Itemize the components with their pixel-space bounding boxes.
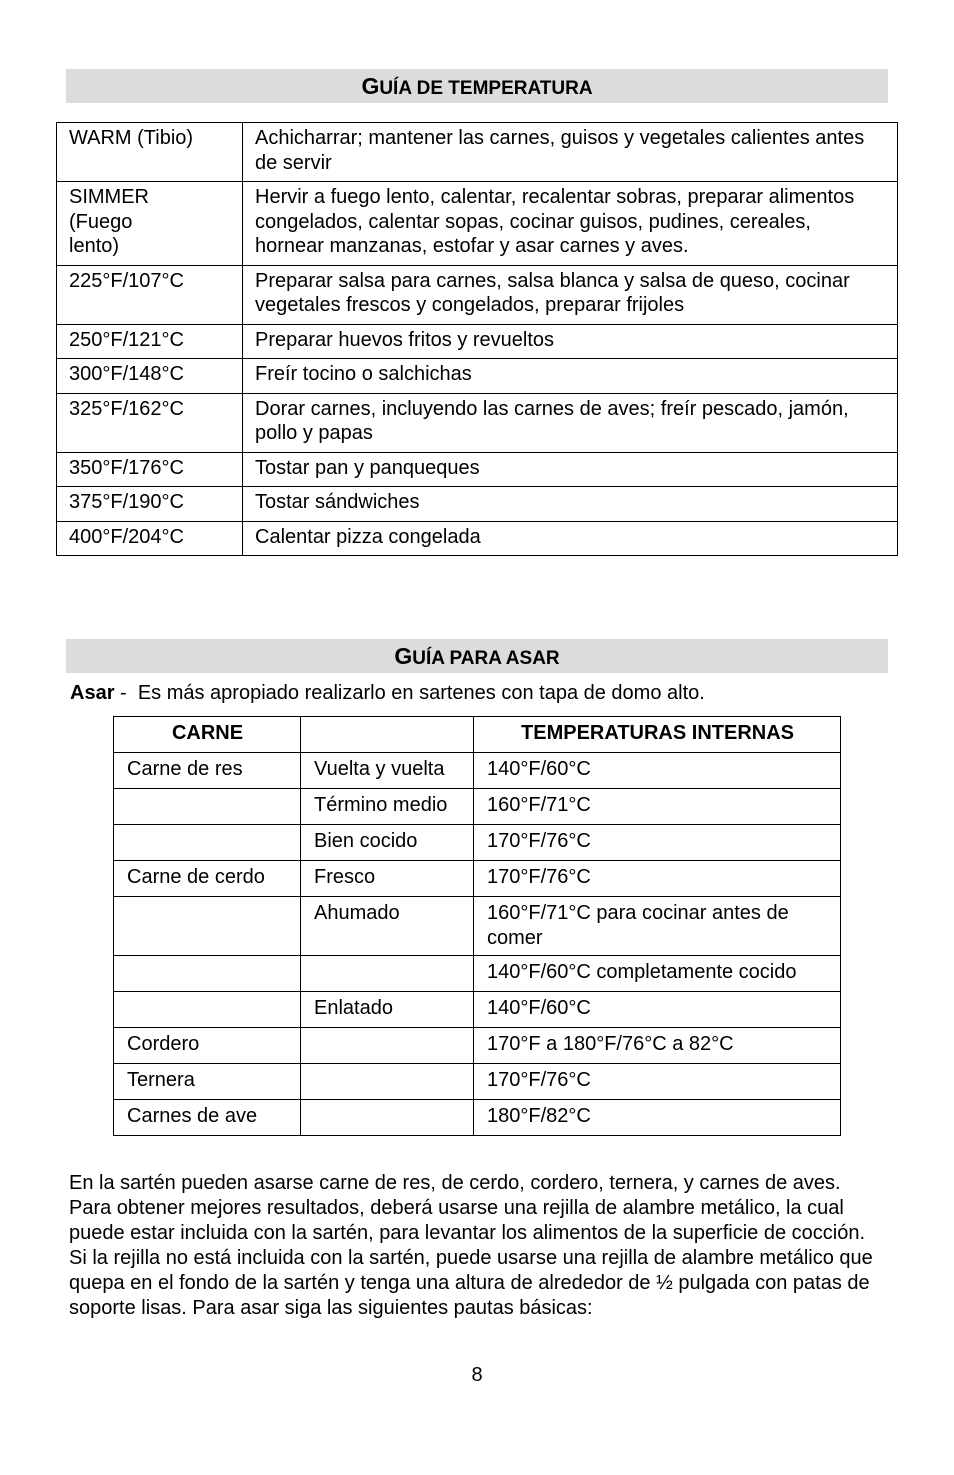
use-cell: Calentar pizza congelada [243, 521, 898, 556]
meat-cell: Cordero [114, 1028, 301, 1064]
table-row [57, 265, 898, 324]
table-row [114, 992, 841, 1028]
use-cell: Tostar sándwiches [243, 487, 898, 522]
meat-cell: Carnes de ave [114, 1100, 301, 1136]
table-row [57, 487, 898, 522]
table-row [57, 359, 898, 394]
meat-cell: Carne de res [114, 753, 301, 789]
table-row [114, 1028, 841, 1064]
title-rest: UÍA DE TEMPERATURA [379, 78, 593, 99]
title-rest: UÍA PARA ASAR [412, 648, 560, 669]
temperature-cell: 170°F/76°C [474, 861, 841, 897]
setting-cell: 250°F/121°C [57, 324, 243, 359]
setting-cell: 325°F/162°C [57, 393, 243, 452]
doneness-cell: Fresco [301, 861, 474, 897]
temperature-cell: 160°F/71°C [474, 789, 841, 825]
table-row [114, 956, 841, 992]
meat-cell [114, 789, 301, 825]
use-cell: Dorar carnes, incluyendo las carnes de aves; freír pescado, jamón, pollo y papas [243, 393, 898, 452]
setting-cell: 375°F/190°C [57, 487, 243, 522]
temperature-cell: 170°F/76°C [474, 825, 841, 861]
use-cell: Preparar salsa para carnes, salsa blanca y salsa de queso, cocinar vegetales frescos y congelados, preparar frijoles [243, 265, 898, 324]
table-row [57, 521, 898, 556]
temperature-cell: 140°F/60°C [474, 753, 841, 789]
title-initial: G [361, 73, 380, 99]
temperature-cell: 170°F a 180°F/76°C a 82°C [474, 1028, 841, 1064]
intro-text: - Es más apropiado realizarlo en sartenes con tapa de domo alto. [114, 682, 705, 704]
table-header-row [114, 717, 841, 753]
meat-cell [114, 992, 301, 1028]
setting-cell: 350°F/176°C [57, 452, 243, 487]
roasting-guide-title [66, 639, 888, 673]
doneness-cell: Ahumado [301, 897, 474, 956]
use-cell: Tostar pan y panqueques [243, 452, 898, 487]
use-cell: Hervir a fuego lento, calentar, recalentar sobras, preparar alimentos congelados, calentar sopas, cocinar guisos, pudines, cereales, hornear manzanas, estofar y asar carnes y aves. [243, 182, 898, 266]
meat-cell [114, 897, 301, 956]
doneness-cell: Enlatado [301, 992, 474, 1028]
setting-cell: 300°F/148°C [57, 359, 243, 394]
setting-cell: 225°F/107°C [57, 265, 243, 324]
doneness-cell [301, 1100, 474, 1136]
use-cell: Achicharrar; mantener las carnes, guisos y vegetales calientes antes de servir [243, 123, 898, 182]
title-initial: G [394, 643, 413, 669]
temperature-cell: 170°F/76°C [474, 1064, 841, 1100]
table-row [114, 897, 841, 956]
table-row [57, 324, 898, 359]
doneness-cell [301, 1028, 474, 1064]
meat-cell [114, 956, 301, 992]
doneness-cell [301, 1064, 474, 1100]
header-internal-temp: TEMPERATURAS INTERNAS [474, 717, 841, 753]
table-row [57, 452, 898, 487]
doneness-cell: Bien cocido [301, 825, 474, 861]
roasting-paragraph: En la sartén pueden asarse carne de res, de cerdo, cordero, ternera, y carnes de aves. Para obtener mejores resultados, deberá usarse una rejilla de alambre metálico, la cual puede estar incluida con la sartén, para levantar los alimentos de la superficie de cocción. Si la rejilla no está incluida con la sartén, puede usarse una rejilla de alambre metálico que quepa en el fondo de la sartén y tenga una altura de alrededor de ½ pulgada con patas de soporte lisas. Para asar siga las siguientes pautas básicas: [69, 1172, 873, 1319]
doneness-cell [301, 956, 474, 992]
table-row [57, 393, 898, 452]
temperature-cell: 180°F/82°C [474, 1100, 841, 1136]
page-number: 8 [471, 1364, 483, 1386]
doneness-cell: Vuelta y vuelta [301, 753, 474, 789]
temperature-cell: 140°F/60°C completamente cocido [474, 956, 841, 992]
roasting-intro [70, 682, 705, 705]
header-meat: CARNE [114, 717, 301, 753]
use-cell: Freír tocino o salchichas [243, 359, 898, 394]
setting-cell: WARM (Tibio) [57, 123, 243, 182]
temperature-cell: 160°F/71°C para cocinar antes de comer [474, 897, 841, 956]
setting-cell: SIMMER (Fuego lento) [57, 182, 243, 266]
table-row [114, 753, 841, 789]
meat-cell: Ternera [114, 1064, 301, 1100]
use-cell: Preparar huevos fritos y revueltos [243, 324, 898, 359]
table-row [114, 789, 841, 825]
intro-label: Asar [70, 682, 115, 704]
meat-cell [114, 825, 301, 861]
table-row [57, 123, 898, 182]
setting-cell: 400°F/204°C [57, 521, 243, 556]
temperature-cell: 140°F/60°C [474, 992, 841, 1028]
table-row [114, 861, 841, 897]
roasting-guide-table [113, 716, 841, 1136]
table-row [57, 182, 898, 266]
header-doneness [301, 717, 474, 753]
doneness-cell: Término medio [301, 789, 474, 825]
meat-cell: Carne de cerdo [114, 861, 301, 897]
table-row [114, 1064, 841, 1100]
temperature-guide-table [56, 122, 898, 556]
table-row [114, 825, 841, 861]
table-row [114, 1100, 841, 1136]
temperature-guide-title [66, 69, 888, 103]
